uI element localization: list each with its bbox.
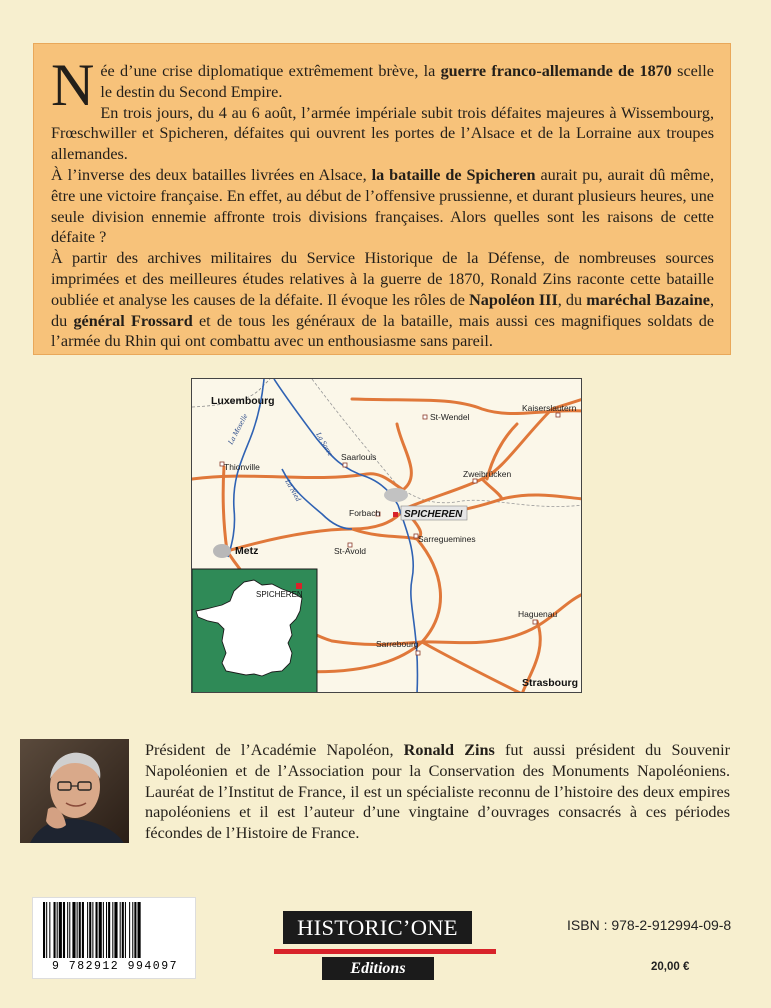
author-bio-text: Président de l’Académie Napoléon, <box>145 741 404 759</box>
barcode-bar <box>103 902 104 958</box>
barcode-bar <box>49 902 50 958</box>
summary-p4-text-2: , du <box>557 290 587 309</box>
river-sarre-lower <box>398 505 417 693</box>
isbn-text: ISBN : 978-2-912994-09-8 <box>567 917 732 933</box>
barcode-bar <box>114 902 117 958</box>
summary-p1-text-end: scelle le destin du Second Empire. <box>100 62 714 101</box>
summary-p4-bold-frossard: général Frossard <box>73 311 193 330</box>
map-drawing <box>192 379 582 693</box>
barcode-bar <box>108 902 110 958</box>
barcode-bar <box>67 902 68 958</box>
summary-p1-text: ée d’une crise diplomatique extrêmement brève, la <box>100 62 441 80</box>
inset-spicheren-marker <box>296 583 302 589</box>
barcode-bar <box>54 902 56 958</box>
publisher-name: HISTORIC’ONE <box>283 911 472 944</box>
barcode-bar <box>87 902 88 958</box>
map-label-spicheren: SPICHEREN <box>404 509 463 520</box>
summary-paragraph-4 <box>51 248 714 352</box>
barcode-bar <box>129 902 130 958</box>
summary-p4-text-1: À partir des archives militaires du Service Historique de la Défense, de nombreuses sources imprimées et des meilleures études relatives à la guerre de 1870, Ronald Zins raconte cette bataille oubliée et analyse les causes de la défaite. Il évoque les rôles de <box>51 249 714 309</box>
map-label-strasbourg: Strasbourg <box>522 677 579 689</box>
barcode-bars <box>33 898 197 960</box>
barcode-bar <box>89 902 91 958</box>
map-river-nied: La Nied <box>283 477 304 503</box>
barcode-bar <box>46 902 47 958</box>
barcode-bar <box>92 902 93 958</box>
battle-region-map <box>191 378 582 693</box>
barcode-bar <box>43 902 45 958</box>
map-river-moselle: La Moselle <box>225 412 250 446</box>
map-label-luxembourg: Luxembourg <box>211 395 275 407</box>
map-label-st-avold: St-Avold <box>334 546 366 556</box>
summary-paragraph-1 <box>51 52 714 118</box>
map-label-zweibrucken: Zweibrücken <box>463 469 512 479</box>
barcode-bar <box>82 902 84 958</box>
map-label-thionville: Thionville <box>224 462 260 472</box>
barcode-bar <box>72 902 75 958</box>
publisher-logo <box>274 911 494 980</box>
saarbrucken-area <box>384 488 408 502</box>
price-text: 20,00 € <box>651 961 690 973</box>
summary-p4-text-4: et de tous les généraux de la bataille, mais aussi ces magnifiques soldats de l’armée du Rhin qui ont combattu avec un enthousiasme sans pareil. <box>51 311 715 351</box>
barcode-digits: 9 782912 994097 <box>51 960 179 973</box>
map-label-metz: Metz <box>235 545 259 557</box>
inset-label-spicheren: SPICHEREN <box>256 590 303 599</box>
map-label-forbach: Forbach <box>349 508 381 518</box>
map-label-saarlouis: Saarlouis <box>341 452 377 462</box>
summary-p3-text-end: aurait pu, aurait dû même, être une victoire française. En effet, au début de l’offensive prussienne, et durant plusieurs heures, une seule division ennemie affronte trois divisions françaises. Alors quelles sont les raisons de cette défaite ? <box>51 165 714 247</box>
barcode-bar <box>112 902 113 958</box>
author-bio <box>145 740 730 844</box>
barcode-bar <box>132 902 133 958</box>
back-cover-summary <box>33 43 731 355</box>
barcode-bar <box>106 902 107 958</box>
author-portrait-image <box>20 739 129 843</box>
publisher-editions: Editions <box>322 957 434 980</box>
spicheren-marker <box>393 512 398 517</box>
author-portrait <box>20 739 129 843</box>
barcode-bar <box>69 902 70 958</box>
barcode-bar <box>134 902 136 958</box>
summary-p3-text: À l’inverse des deux batailles livrées en Alsace, <box>51 165 372 184</box>
summary-p4-bold-napoleon: Napoléon III <box>469 290 558 309</box>
metz-area <box>213 544 231 558</box>
barcode-bar <box>120 902 121 958</box>
map-label-haguenau: Haguenau <box>518 609 558 619</box>
map-label-kaiserslautern: Kaiserslautern <box>522 403 577 413</box>
barcode-bar <box>57 902 58 958</box>
map-label-st-wendel: St-Wendel <box>430 412 470 422</box>
barcode-bar <box>77 902 78 958</box>
map-river-sarre: La Sarre <box>314 430 336 458</box>
barcode-bar <box>125 902 126 958</box>
barcode-bar <box>138 902 141 958</box>
author-bio-text-end: fut aussi président du Souvenir Napoléonien et de l’Association pour la Conservation des Monuments Napoléoniens. Lauréat de l’Institut de France, il est un spécialiste reconnu de l’histoire des deux empires napoléoniens et il est l’auteur d’une vingtaine d’ouvrages consacrés à ces périodes fécondes de l’Histoire de France. <box>145 741 730 843</box>
map-label-sarreguemines: Sarreguemines <box>418 534 476 544</box>
summary-p3-bold: la bataille de Spicheren <box>371 165 536 184</box>
author-name: Ronald Zins <box>403 741 495 759</box>
logo-red-stripe <box>274 949 496 954</box>
summary-paragraph-2: En trois jours, du 4 au 6 août, l’armée impériale subit trois défaites majeures à Wissembourg, Frœschwiller et Spicheren, défaites qui ouvrent les portes de l’Alsace et de la Lorraine aux troupes allemandes. <box>51 103 714 164</box>
barcode-bar <box>99 902 102 958</box>
barcode-bar <box>96 902 98 958</box>
barcode-bar <box>122 902 124 958</box>
summary-p4-text-3: , du <box>51 290 714 330</box>
summary-paragraph-3 <box>51 165 714 248</box>
map-label-sarrebourg: Sarrebourg <box>376 639 419 649</box>
summary-p1-bold: guerre franco-allemande de 1870 <box>440 62 672 80</box>
summary-p4-bold-bazaine: maréchal Bazaine <box>586 290 710 309</box>
barcode-bar <box>79 902 81 958</box>
barcode-bar <box>63 902 65 958</box>
isbn-barcode <box>32 897 196 979</box>
drop-cap: N <box>51 52 95 118</box>
barcode-bar <box>59 902 62 958</box>
